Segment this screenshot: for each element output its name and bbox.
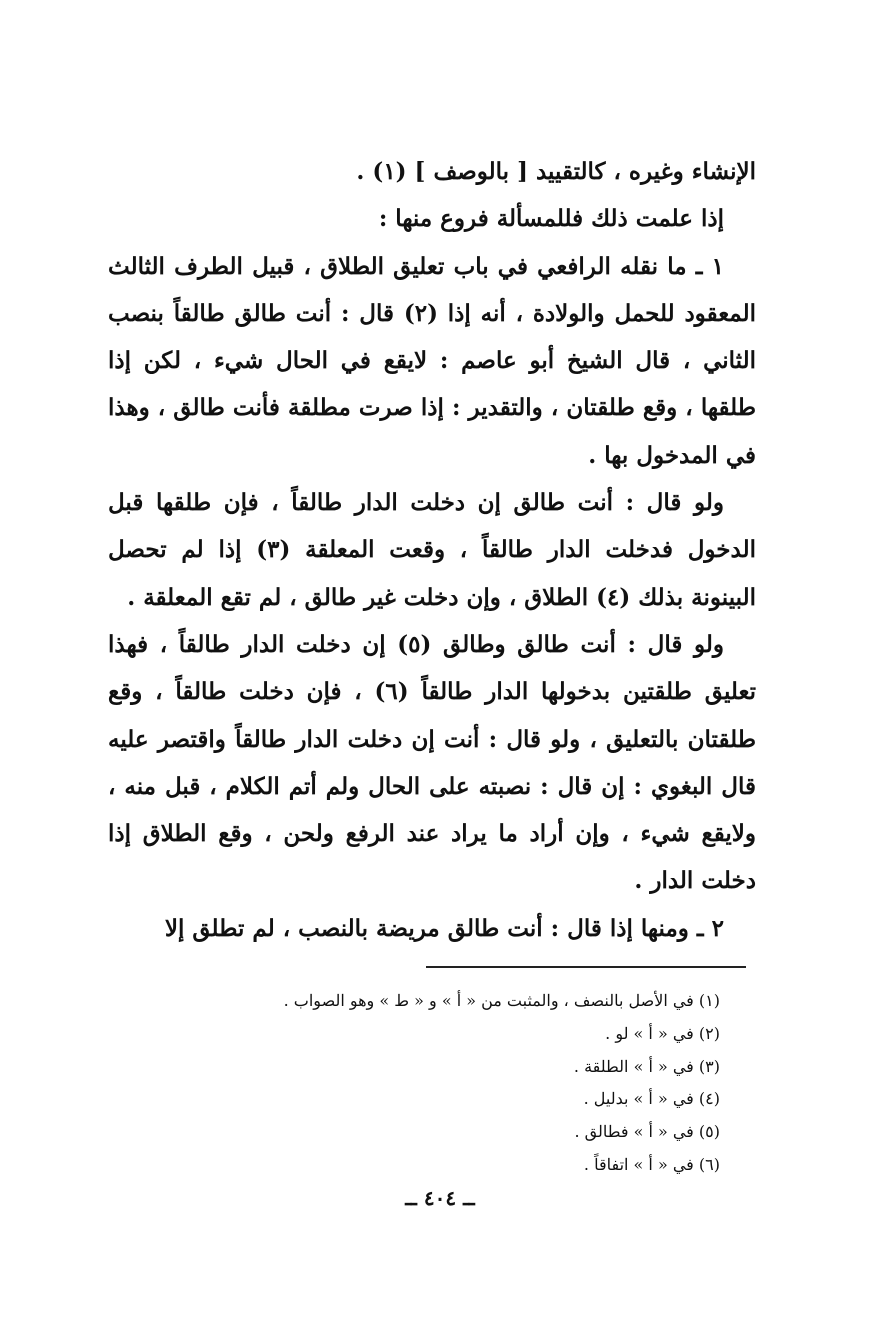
footnote-separator — [426, 966, 746, 968]
footnotes — [108, 985, 720, 1182]
footnote-3: (٣) في « أ » الطلقة . — [573, 1056, 720, 1076]
footnote-4: (٤) في « أ » بدليل . — [583, 1089, 720, 1109]
paragraph-3: ١ ـ ما نقله الرافعي في باب تعليق الطلاق ، قبيل الطرف الثالث المعقود للحمل والولادة ، أنه إذا (٢) قال : أنت طالق طالقاً بنصب الثاني ، قال الشيخ أبو عاصم : لايقع في الحال شيء ، لكن إذا طلقها ، وقع طلقتان ، والتقدير : إذا صرت مطلقة فأنت طالق ، وهذا في المدخول بها . — [108, 252, 756, 469]
page-number: ــ ٤٠٤ ــ — [405, 1186, 475, 1210]
footnote-1: (١) في الأصل بالنصف ، والمثبت من « أ » و « ط » وهو الصواب . — [283, 991, 720, 1010]
paragraph-4: ولو قال : أنت طالق إن دخلت الدار طالقاً ، فإن طلقها قبل الدخول فدخلت الدار طالقاً ، وقعت المعلقة (٣) إذا لم تحصل البينونة بذلك (٤) الطلاق ، وإن دخلت غير طالق ، لم تقع المعلقة . — [108, 489, 756, 611]
paragraph-5: ولو قال : أنت طالق وطالق (٥) إن دخلت الدار طالقاً ، فهذا تعليق طلقتين بدخولها الدار طالقاً (٦) ، فإن دخلت طالقاً ، وقع طلقتان بالتعليق ، ولو قال : أنت إن دخلت الدار طالقاً واقتصر عليه قال البغوي : إن قال : نصبته على الحال ولم أتم الكلام ، قبل منه ، ولايقع شيء ، وإن أراد ما يراد عند الرفع ولحن ، وقع الطلاق إذا دخلت الدار . — [108, 630, 756, 895]
paragraph-2: إذا علمت ذلك فللمسألة فروع منها : — [378, 205, 724, 233]
main-text — [108, 148, 756, 952]
footnote-2: (٢) في « أ » لو . — [605, 1023, 720, 1043]
paragraph-6: ٢ ـ ومنها إذا قال : أنت طالق مريضة بالنصب ، لم تطلق إلا — [164, 914, 724, 942]
footnote-5: (٥) في « أ » فطالق . — [574, 1122, 720, 1142]
paragraph-1: الإنشاء وغيره ، كالتقييد [ بالوصف ] (١) . — [356, 158, 756, 185]
footnote-6: (٦) في « أ » اتفاقاً . — [583, 1154, 720, 1174]
